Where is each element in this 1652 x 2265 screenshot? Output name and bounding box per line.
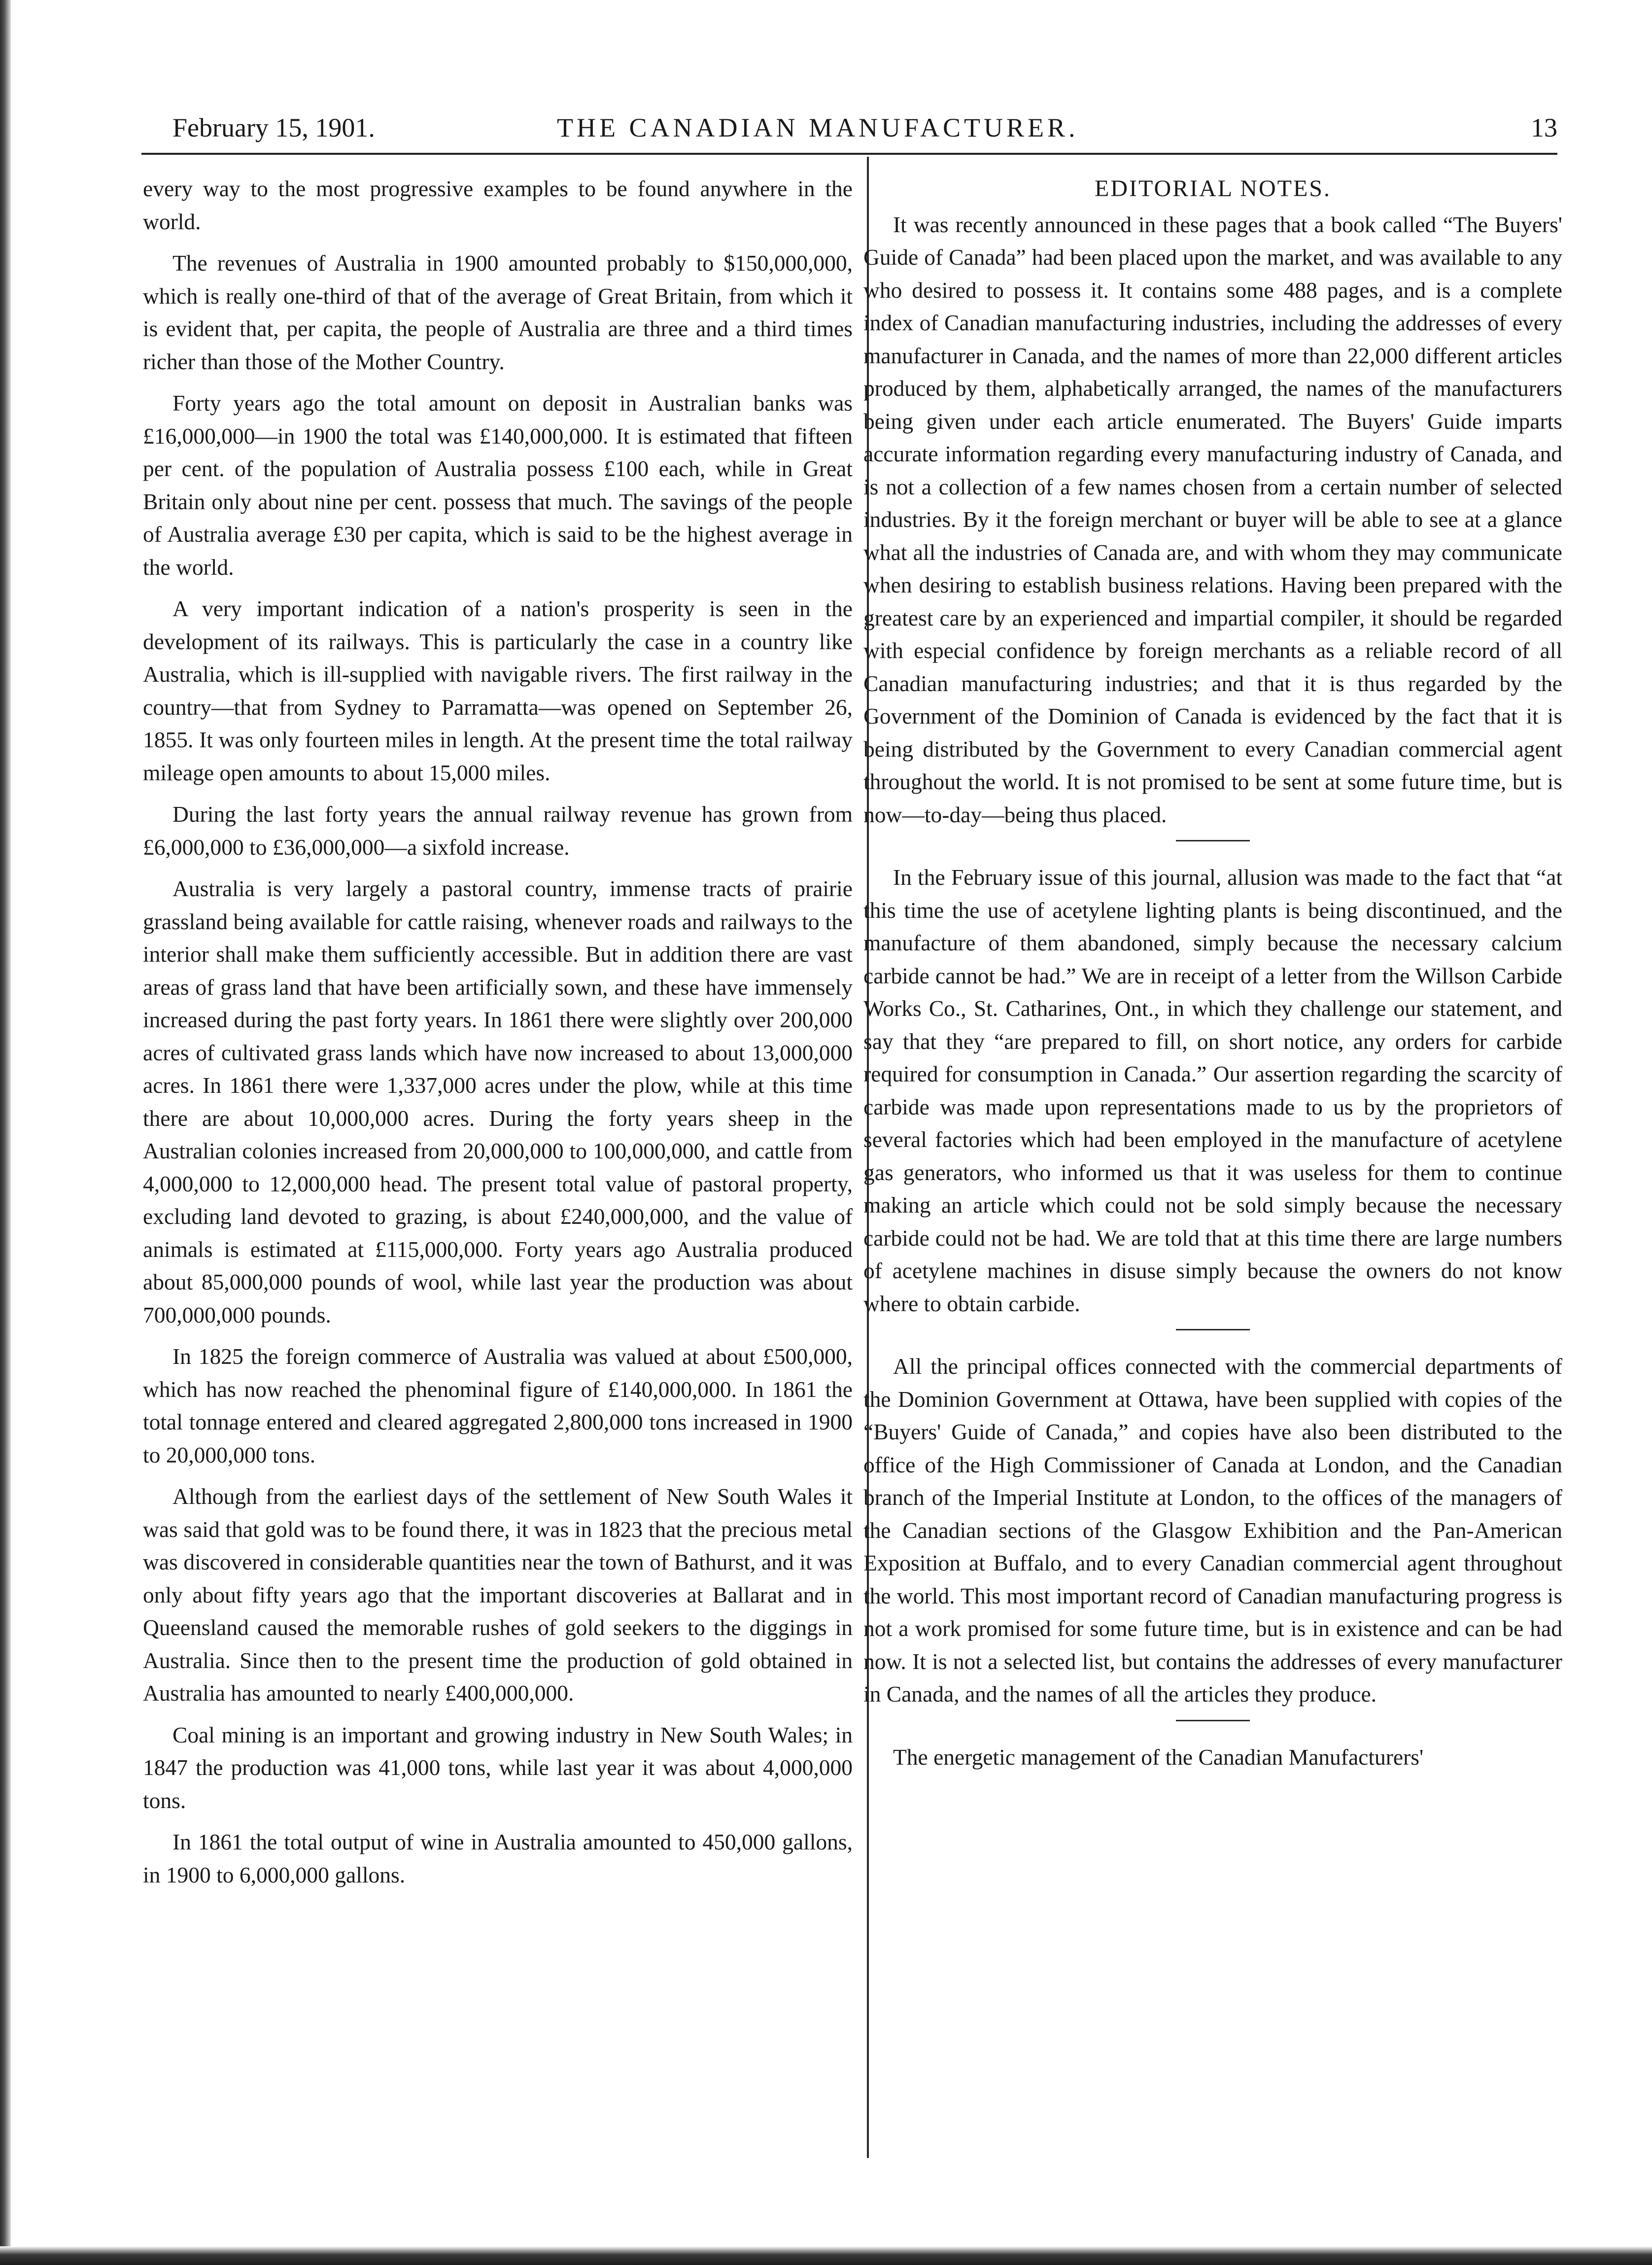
note-separator <box>1176 1329 1250 1330</box>
article-paragraph: A very important indication of a nation's prosperity is seen in the development of its railways. This is particularly the case in a country like Australia, which is ill-supplied with navigable rivers. The first railway in the country—that from Sydney to Parramatta—was opened on September 26, 1855. It was only fourteen miles in length. At the present time the total railway mileage open amounts to about 15,000 miles. <box>143 596 853 785</box>
publication-title: THE CANADIAN MANUFACTURER. <box>557 113 1079 142</box>
running-header <box>172 112 1557 147</box>
scan-binding-edge <box>0 0 11 2265</box>
article-paragraph: Australia is very largely a pastoral country, immense tracts of prairie grassland being available for cattle raising, whenever roads and railways to the interior shall make them sufficiently accessible. But in addition there are vast areas of grass land that have been artificially sown, and these have immensely increased during the past forty years. In 1861 there were slightly over 200,000 acres of cultivated grass lands which have now increased to about 13,000,000 acres. In 1861 there were 1,337,000 acres under the plow, while at this time there are about 10,000,000 acres. During the forty years sheep in the Australian colonies increased from 20,000,000 to 100,000,000, and cattle from 4,000,000 to 12,000,000 head. The present total value of pastoral property, excluding land devoted to grazing, is about £240,000,000, and the value of animals is estimated at £115,000,000. Forty years ago Australia produced about 85,000,000 pounds of wool, while last year the production was about 700,000,000 pounds. <box>143 876 853 1327</box>
editorial-note: All the principal offices connected with the commercial departments of the Dominion Government at Ottawa, have been supplied with copies of the “Buyers' Guide of Canada,” and copies have also been distributed to the office of the High Commissioner of Canada at London, and the Canadian branch of the Imperial Institute at London, to the offices of the managers of the Canadian sections of the Glasgow Exhibition and the Pan-American Exposition at Buffalo, and to every Canadian commercial agent throughout the world. This most important record of Canadian manufacturing progress is not a work promised for some future time, but is in existence and can be had now. It is not a selected list, but contains the addresses of every manufacturer in Canada, and the names of all the articles they produce. <box>863 1354 1562 1707</box>
editorial-note: It was recently announced in these pages that a book called “The Buyers' Guide of Canada” had been placed upon the market, and was available to any who desired to possess it. It contains some 488 pages, and is a complete index of Canadian manufacturing industries, including the addresses of every manufacturer in Canada, and the names of more than 22,000 different articles produced by them, alphabetically arranged, the names of the manufacturers being given under each article enumerated. The Buyers' Guide imparts accurate information regarding every manufacturing industry of Canada, and is not a collection of a few names chosen from a certain number of selected industries. By it the foreign merchant or buyer will be able to see at a glance what all the industries of Canada are, and with whom they may communicate when desiring to establish business relations. Having been prepared with the greatest care by an experienced and impartial compiler, it should be regarded with especial confidence by foreign merchants as a reliable record of all Canadian manufacturing industries; and that it is thus regarded by the Government of the Dominion of Canada is evidenced by the fact that it is being distributed by the Government to every Canadian commercial agent throughout the world. It is not promised to be sent at some future time, but is now—to-day—being thus placed. <box>863 211 1562 827</box>
article-paragraph: every way to the most progressive examples to be found anywhere in the world. <box>143 176 853 234</box>
issue-date: February 15, 1901. <box>172 113 375 142</box>
editorial-note: The energetic management of the Canadian Manufacturers' <box>893 1744 1424 1770</box>
article-paragraph: Although from the earliest days of the settlement of New South Wales it was said that gold was to be found there, it was in 1823 that the precious metal was discovered in considerable quantities near the town of Bathurst, and it was only about fifty years ago that the important discoveries at Ballarat and in Queensland caused the memorable rushes of gold seekers to the diggings in Australia. Since then to the present time the production of gold obtained in Australia has amounted to nearly £400,000,000. <box>143 1484 853 1706</box>
article-paragraph: The revenues of Australia in 1900 amounted probably to $150,000,000, which is really one-third of that of the average of Great Britain, from which it is evident that, per capita, the people of Australia are three and a third times richer than those of the Mother Country. <box>143 250 853 374</box>
note-separator <box>1176 840 1250 841</box>
section-heading: EDITORIAL NOTES. <box>1095 175 1331 202</box>
note-separator <box>1176 1720 1250 1721</box>
editorial-note: In the February issue of this journal, allusion was made to the fact that “at this time the use of acetylene lighting plants is being discontinued, and the manufacture of them abandoned, simply because the necessary calcium carbide cannot be had.” We are in receipt of a letter from the Willson Carbide Works Co., St. Catharines, Ont., in which they challenge our statement, and say that they “are prepared to fill, on short notice, any orders for carbide required for consumption in Canada.” Our assertion regarding the scarcity of carbide was made upon representations made to us by the proprietors of several factories which had been employed in the manufacture of acetylene gas generators, who informed us that it was useless for them to continue making an article which could not be sold simply because the necessary carbide could not be had. We are told that at this time there are large numbers of acetylene machines in disuse simply because the owners do not know where to obtain carbide. <box>863 865 1562 1316</box>
header-rule <box>141 153 1557 155</box>
left-column <box>143 173 853 1900</box>
right-column <box>863 173 1562 1782</box>
scan-bottom-edge <box>0 2246 1652 2265</box>
article-paragraph: In 1825 the foreign commerce of Australia was valued at about £500,000, which has now reached the phenominal figure of £140,000,000. In 1861 the total tonnage entered and cleared aggregated 2,800,000 tons increased in 1900 to 20,000,000 tons. <box>143 1344 853 1467</box>
article-paragraph: During the last forty years the annual railway revenue has grown from £6,000,000 to £36,000,000—a sixfold increase. <box>143 801 853 860</box>
article-paragraph: Forty years ago the total amount on deposit in Australian banks was £16,000,000—in 1900 the total was £140,000,000. It is estimated that fifteen per cent. of the population of Australia possess £100 each, while in Great Britain only about nine per cent. possess that much. The savings of the people of Australia average £30 per capita, which is said to be the highest average in the world. <box>143 390 853 580</box>
page-number: 13 <box>1531 113 1557 142</box>
article-paragraph: In 1861 the total output of wine in Australia amounted to 450,000 gallons, in 1900 to 6,000,000 gallons. <box>143 1829 853 1887</box>
article-paragraph: Coal mining is an important and growing industry in New South Wales; in 1847 the production was 41,000 tons, while last year it was about 4,000,000 tons. <box>143 1722 853 1813</box>
